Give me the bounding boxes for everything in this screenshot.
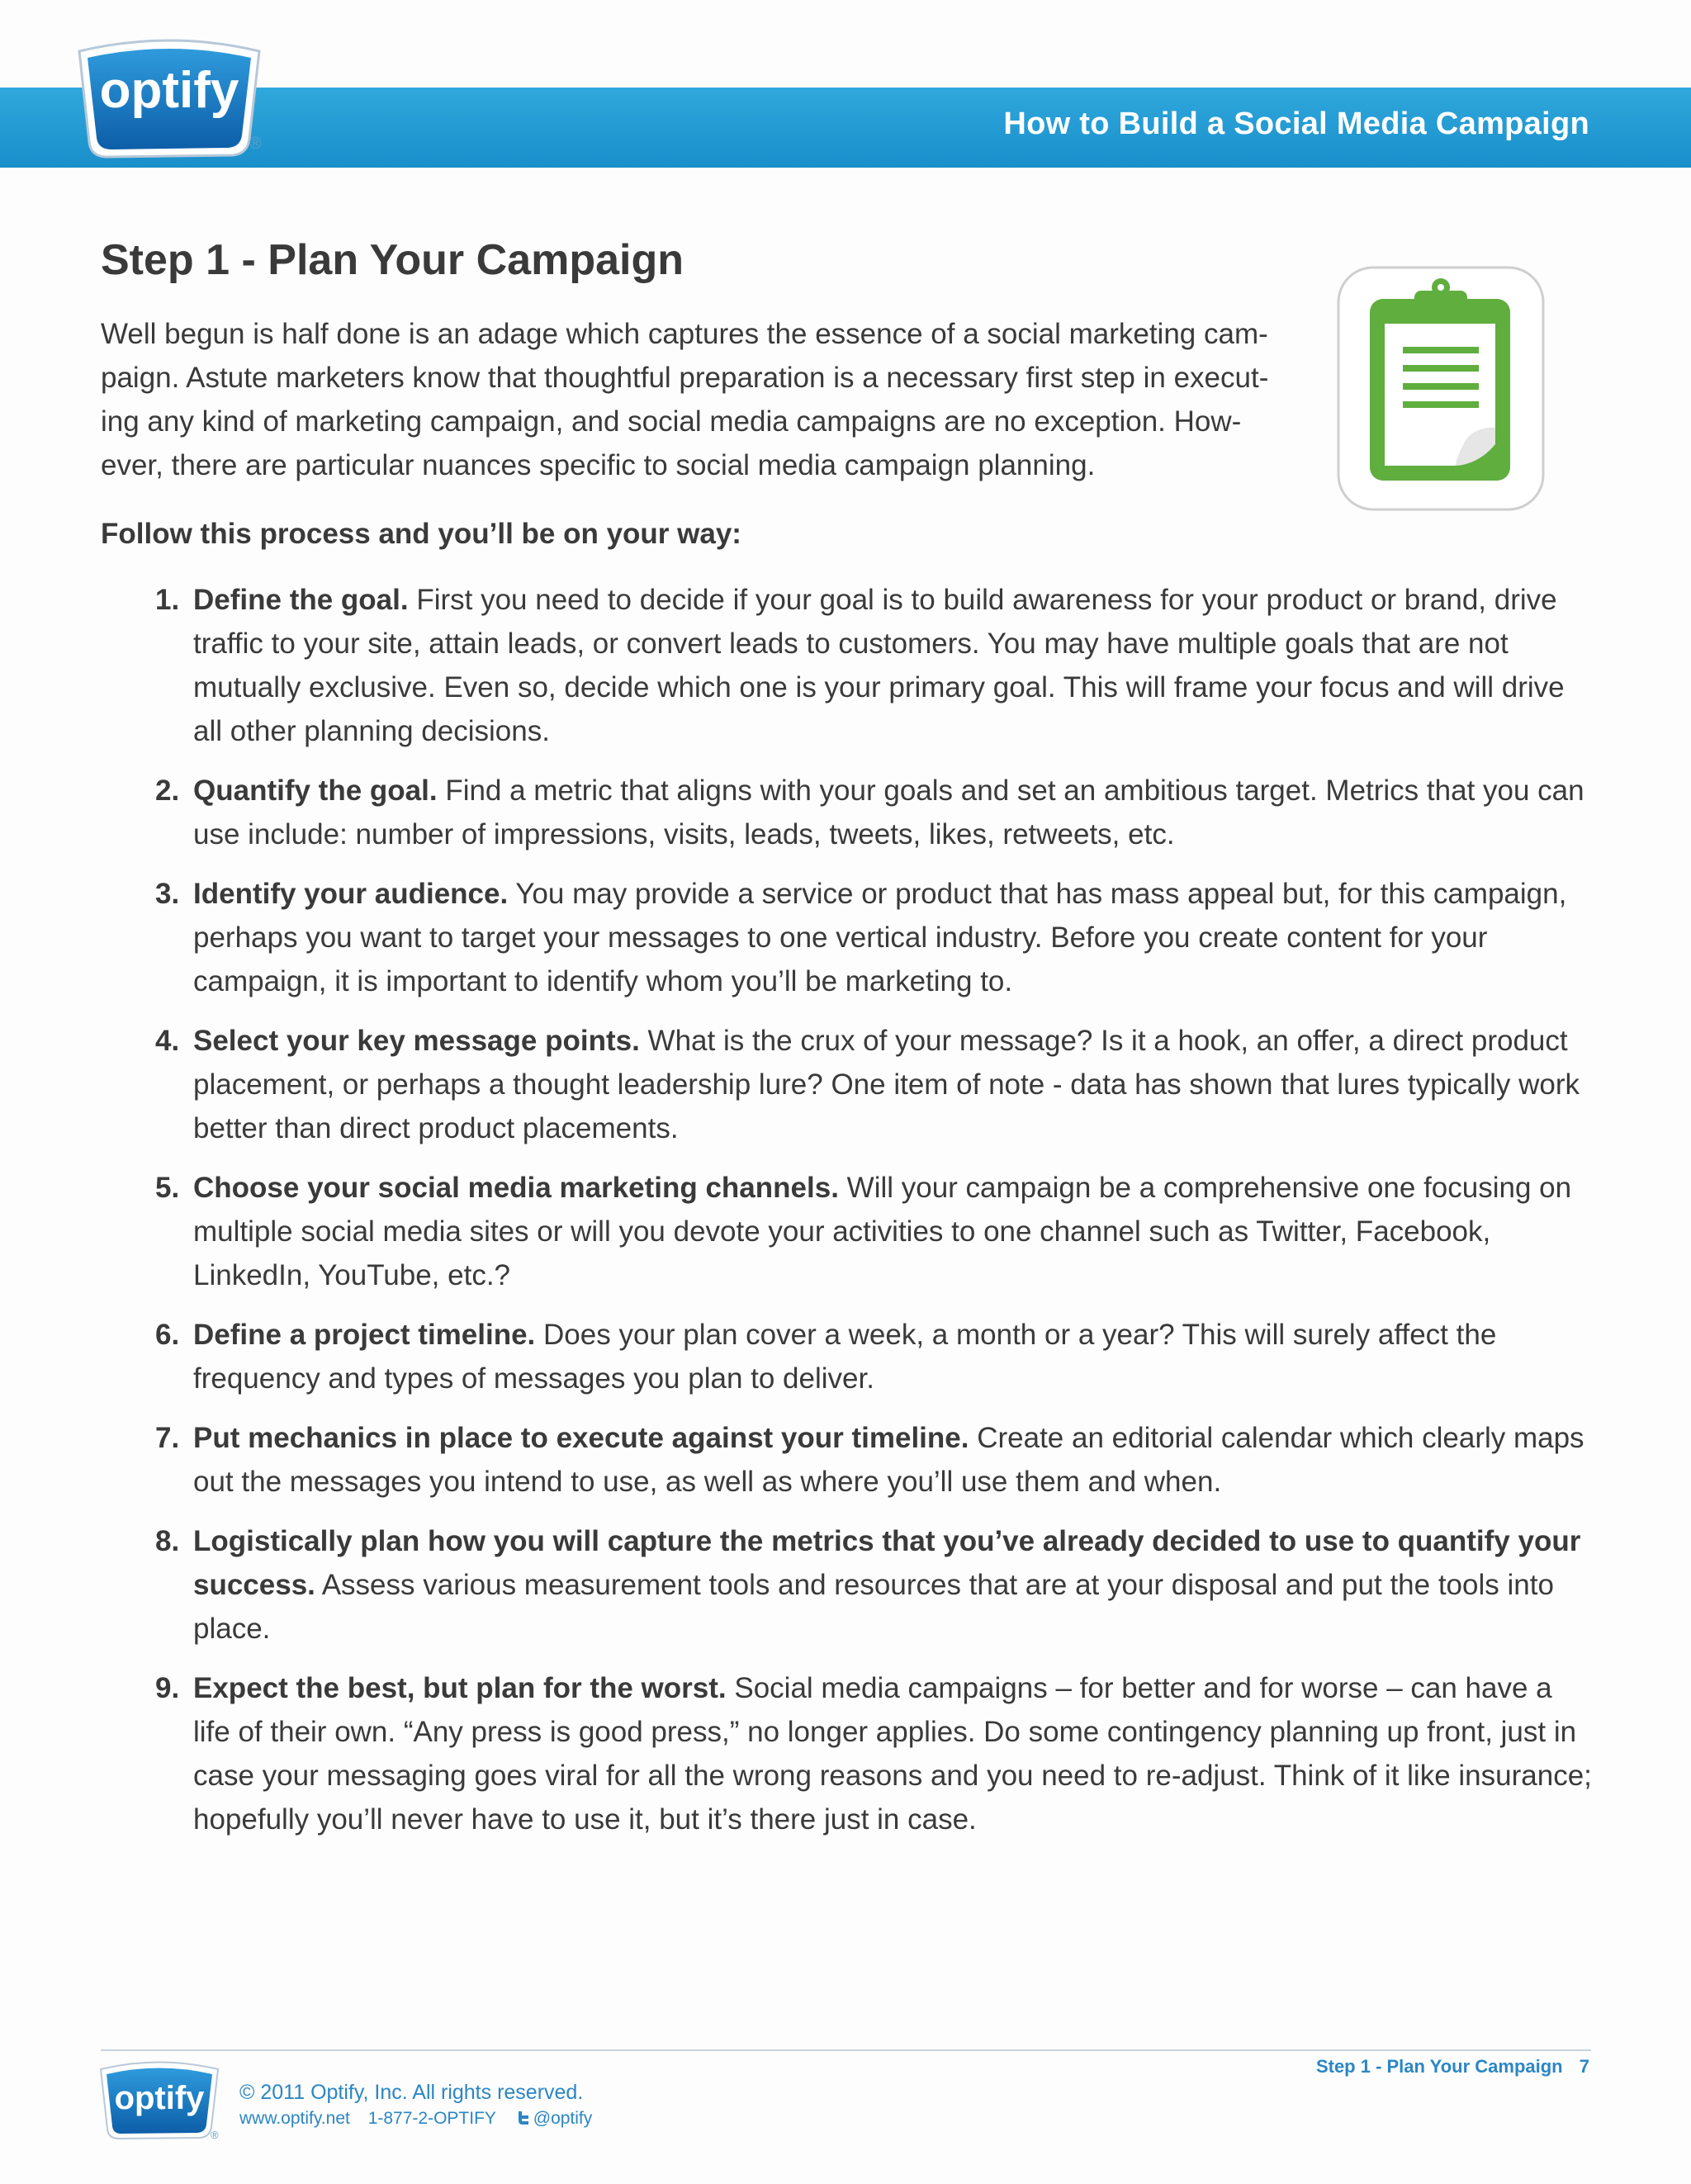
step-item [155, 1519, 1592, 1651]
optify-logo[interactable] [74, 33, 264, 165]
step-text: Social media campaigns – for better and for worse – can have a life of their own. “Any press is good press,” no longer applies. Do some contingency planning up front, just in case your messaging goes viral for all the wrong reasons and you need to re-adjust. Think of it like insurance; hopefully you’ll never have to use it, but it’s there just in case. [193, 1672, 1592, 1836]
step-text: Assess various measurement tools and resources that are at your disposal and put the tools into place. [193, 1569, 1554, 1645]
step-lead: Identify your audience. [193, 878, 509, 910]
intro-line: Well begun is half done is an adage which captures the essence of a social marketing cam- [101, 318, 1268, 350]
step-text: First you need to decide if your goal is to build awareness for your product or brand, drive traffic to your site, attain leads, or convert leads to customers. You may have multiple goals that are not mutually exclusive. Even so, decide which one is your primary goal. This will frame your focus and will drive all other planning decisions. [193, 584, 1565, 747]
page-title: Step 1 - Plan Your Campaign [101, 236, 684, 284]
step-number: 8. [155, 1525, 180, 1557]
step-item [155, 1019, 1592, 1150]
step-item [155, 1313, 1592, 1400]
step-number: 7. [155, 1422, 180, 1454]
step-number: 2. [155, 775, 180, 807]
step-item [155, 578, 1592, 753]
document-title: How to Build a Social Media Campaign [1003, 107, 1589, 141]
step-text: Find a metric that aligns with your goals and set an ambitious target. Metrics that you can use include: number of impressions, visits, leads, tweets, likes, retweets, etc. [193, 775, 1584, 850]
step-text: What is the crux of your message? Is it a hook, an offer, a direct product placement, or perhaps a thought leadership lure? One item of note - data has shown that lures typically work better than direct product placements. [193, 1025, 1580, 1144]
registered-mark: ® [249, 135, 262, 153]
twitter-icon [514, 2110, 531, 2126]
logo-text: optify [99, 62, 239, 119]
intro-paragraph [101, 312, 1306, 487]
copyright: © 2011 Optify, Inc. All rights reserved. [239, 2081, 584, 2104]
footer-registered-mark: ® [211, 2129, 219, 2141]
intro-line: paign. Astute marketers know that thoughtful preparation is a necessary first step in execut- [101, 362, 1269, 394]
step-text: Does your plan cover a week, a month or a year? This will surely affect the frequency and types of messages you plan to deliver. [193, 1319, 1497, 1395]
intro-line: ever, there are particular nuances specific to social media campaign planning. [101, 449, 1096, 481]
page-number: 7 [1579, 2056, 1589, 2077]
step-item [155, 1166, 1592, 1297]
step-lead: Select your key message points. [193, 1025, 640, 1057]
step-text: Create an editorial calendar which clearly maps out the messages you intend to use, as well as where you’ll use them and when. [193, 1422, 1584, 1498]
twitter-handle[interactable]: @optify [533, 2109, 593, 2128]
step-number: 3. [155, 878, 180, 910]
footer-section-title: Step 1 - Plan Your Campaign [1315, 2056, 1563, 2077]
step-lead: Quantify the goal. [193, 775, 438, 807]
step-item [155, 769, 1592, 856]
step-item [155, 1666, 1592, 1841]
step-lead: Put mechanics in place to execute against your timeline. [193, 1422, 969, 1454]
step-number: 6. [155, 1319, 180, 1351]
footer-optify-logo[interactable] [97, 2058, 221, 2144]
step-number: 4. [155, 1025, 180, 1057]
step-text: You may provide a service or product that has mass appeal but, for this campaign, perhaps you want to target your messages to one vertical industry. Before you create content for your campaign, it is important to identify whom you’ll be marketing to. [193, 878, 1567, 997]
step-item [155, 1416, 1592, 1504]
step-lead: Define the goal. [193, 584, 409, 616]
footer-logo-text: optify [114, 2080, 205, 2116]
step-item [155, 872, 1592, 1003]
step-lead: Expect the best, but plan for the worst. [193, 1672, 727, 1704]
step-number: 1. [155, 584, 180, 616]
website-link[interactable]: www.optify.net [239, 2109, 350, 2128]
intro-line: ing any kind of marketing campaign, and social media campaigns are no exception. How- [101, 405, 1242, 438]
footer-divider [101, 2049, 1591, 2051]
footer-contact [239, 2109, 605, 2129]
step-text: Will your campaign be a comprehensive one focusing on multiple social media sites or will you devote your activities to one channel such as Twitter, Facebook, LinkedIn, YouTube, etc.? [193, 1172, 1572, 1291]
footer-section [1316, 2056, 1589, 2077]
clipboard-icon [1333, 263, 1548, 514]
step-number: 9. [155, 1672, 180, 1704]
step-lead: Choose your social media marketing channels. [193, 1172, 839, 1204]
step-number: 5. [155, 1172, 180, 1204]
follow-label: Follow this process and you’ll be on your way: [101, 518, 741, 550]
phone-number: 1-877-2-OPTIFY [367, 2109, 496, 2128]
step-lead: Logistically plan how you will capture the metrics that you’ve already decided to use to quantify your success. [193, 1525, 1581, 1601]
step-lead: Define a project timeline. [193, 1319, 536, 1351]
steps-list [155, 578, 1592, 1857]
